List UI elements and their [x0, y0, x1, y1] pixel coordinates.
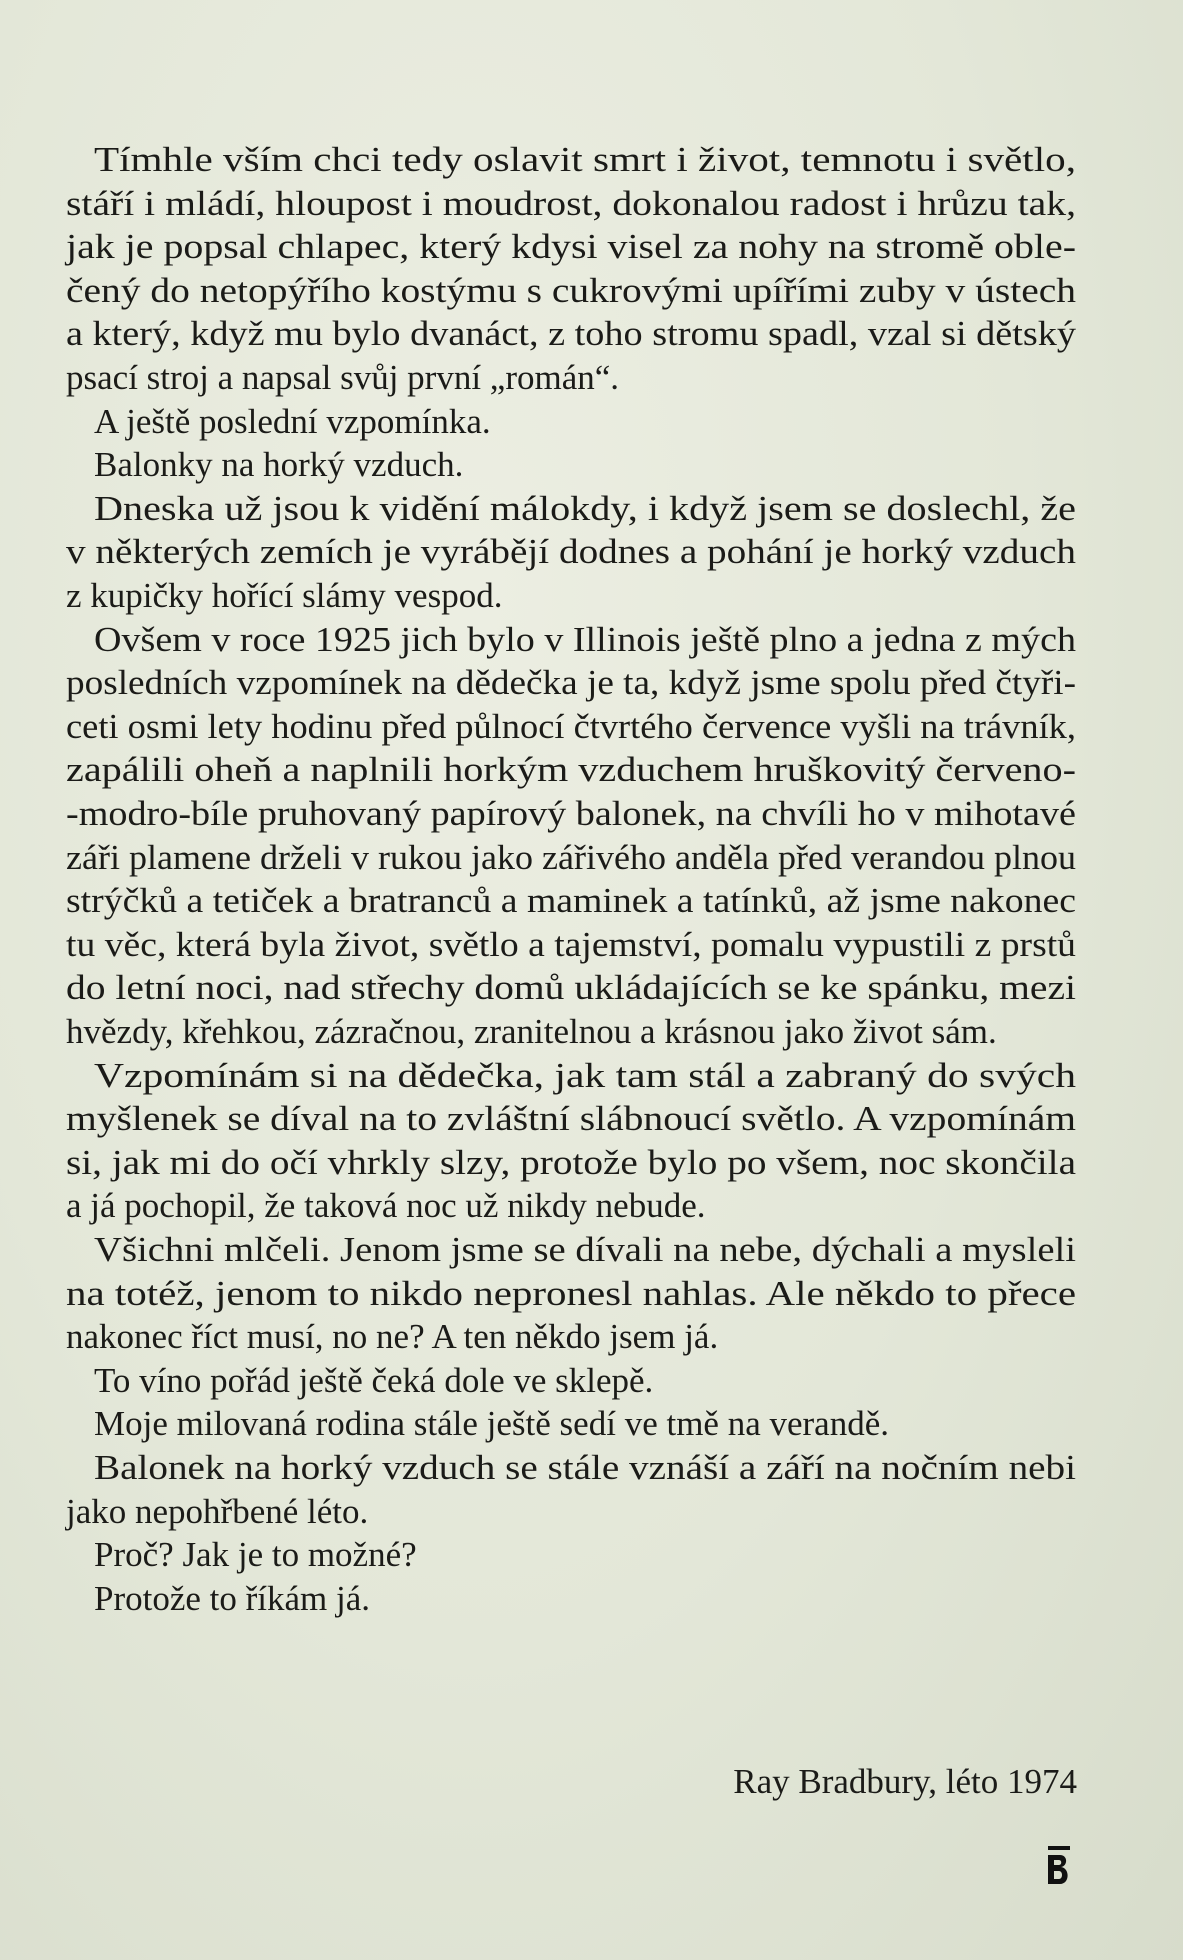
text-line: a já pochopil, že taková noc už nikdy nebude.: [66, 1186, 706, 1226]
publisher-logo-icon: [1046, 1846, 1072, 1886]
text-line: jak je popsal chlapec, který kdysi visel za nohy na stromě oble-: [66, 227, 1076, 267]
text-line: ceti osmi lety hodinu před půlnocí čtvrtého července vyšli na trávník,: [66, 706, 1076, 746]
text-line: Balonky na horký vzduch.: [94, 445, 464, 485]
text-line: Protože to říkám já.: [94, 1578, 371, 1618]
text-line: Vzpomínám si na dědečka, jak tam stál a zabraný do svých: [94, 1055, 1076, 1095]
text-line: Balonek na horký vzduch se stále vznáší a září na nočním nebi: [94, 1448, 1076, 1487]
text-line: tu věc, která byla život, světlo a tajemství, pomalu vypustili z prstů: [66, 924, 1076, 964]
text-line: si, jak mi do očí vhrkly slzy, protože bylo po všem, noc skončila: [66, 1142, 1076, 1182]
text-line: na totéž, jenom to nikdo nepronesl nahlas. Ale někdo to přece: [66, 1273, 1076, 1313]
text-line: Moje milovaná rodina stále ještě sedí ve tmě na verandě.: [94, 1404, 890, 1444]
text-line: posledních vzpomínek na dědečka je ta, když jsme spolu před čtyři-: [66, 663, 1076, 703]
text-line: záři plamene drželi v rukou jako zářivého anděla před verandou plnou: [66, 837, 1076, 877]
text-line: myšlenek se díval na to zvláštní slábnoucí světlo. A vzpomínám: [66, 1099, 1076, 1139]
text-line: stáří i mládí, hloupost i moudrost, dokonalou radost i hrůzu tak,: [66, 183, 1076, 223]
author-signature: Ray Bradbury, léto 1974: [733, 1762, 1077, 1801]
text-line: Ovšem v roce 1925 jich bylo v Illinois ještě plno a jedna z mých: [94, 619, 1076, 659]
text-line: hvězdy, křehkou, zázračnou, zranitelnou a krásnou jako život sám.: [66, 1012, 997, 1051]
text-line: čený do netopýřího kostýmu s cukrovými upířími zuby v ústech: [66, 270, 1076, 310]
text-line: zapálili oheň a naplnili horkým vzduchem hruškovitý červeno-: [66, 750, 1076, 790]
text-line: Proč? Jak je to možné?: [94, 1535, 417, 1575]
text-line: v některých zemích je vyrábějí dodnes a pohání je horký vzduch: [66, 532, 1076, 572]
text-line: psací stroj a napsal svůj první „román“.: [66, 358, 620, 397]
text-line: Všichni mlčeli. Jenom jsme se dívali na nebe, dýchali a mysleli: [94, 1230, 1076, 1269]
text-line: do letní noci, nad střechy domů ukládajících se ke spánku, mezi: [66, 968, 1076, 1008]
text-line: Dneska už jsou k vidění málokdy, i když jsem se doslechl, že: [94, 488, 1076, 528]
text-line: nakonec říct musí, no ne? A ten někdo jsem já.: [66, 1317, 719, 1357]
text-line: jako nepohřbené léto.: [66, 1491, 369, 1531]
text-line: A ještě poslední vzpomínka.: [94, 401, 491, 441]
text-line: a který, když mu bylo dvanáct, z toho stromu spadl, vzal si dětský: [66, 314, 1076, 354]
text-line: To víno pořád ještě čeká dole ve sklepě.: [94, 1360, 654, 1400]
text-line: z kupičky hořící slámy vespod.: [66, 576, 503, 615]
text-line: Tímhle vším chci tedy oslavit smrt i život, temnotu i světlo,: [94, 140, 1076, 179]
text-line: strýčků a tetiček a bratranců a maminek a tatínků, až jsme nakonec: [66, 881, 1076, 921]
text-line: -modro-bíle pruhovaný papírový balonek, na chvíli ho v mihotavé: [66, 794, 1076, 833]
